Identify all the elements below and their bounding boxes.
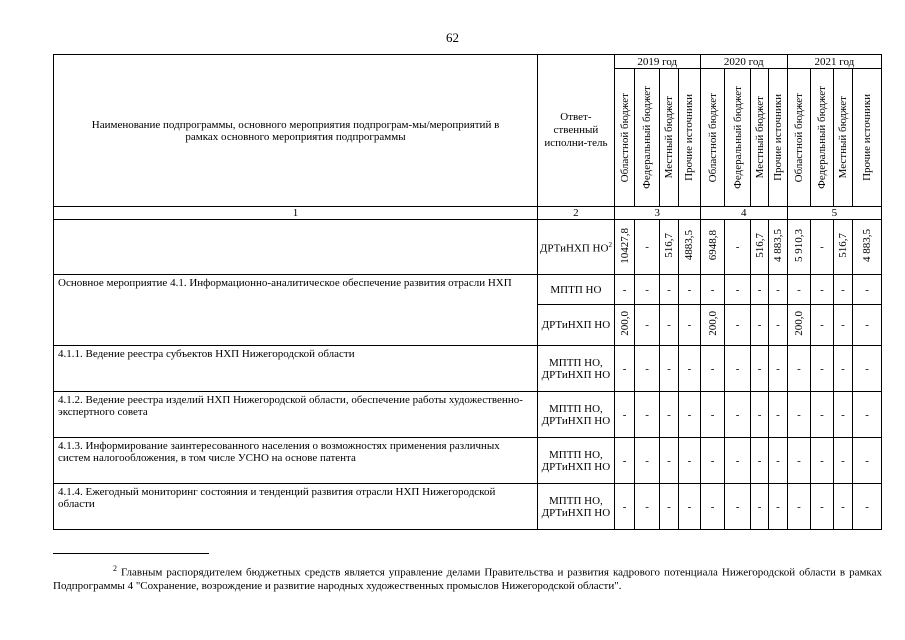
value-cell — [787, 392, 811, 438]
value-cell — [811, 346, 834, 392]
cell-value: 200,0 — [792, 311, 805, 336]
value-cell — [659, 275, 678, 305]
budget-column-label: Местный бюджет — [663, 96, 676, 179]
cell-value: - — [735, 500, 740, 513]
value-cell — [635, 220, 660, 275]
cell-value: - — [776, 408, 780, 421]
row-name: 4.1.3. Информирование заинтересованного населения о возможностях применения различных систем налогообложения, в том числе УСНО на основе патента — [54, 438, 538, 484]
cell-value: - — [820, 241, 824, 253]
cell-value: - — [710, 454, 715, 467]
year-header-2020: 2020 год — [700, 55, 787, 69]
value-cell — [635, 392, 660, 438]
cell-value: 6948,8 — [706, 230, 719, 261]
cell-value: - — [841, 319, 845, 331]
value-cell — [614, 275, 634, 305]
value-cell — [725, 346, 751, 392]
value-cell — [659, 346, 678, 392]
value-cell — [679, 275, 701, 305]
value-cell — [787, 346, 811, 392]
cell-value: - — [667, 362, 671, 375]
cell-value: 200,0 — [618, 311, 631, 336]
row-executor — [538, 392, 615, 438]
cell-value: - — [776, 454, 780, 467]
value-cell — [635, 484, 660, 530]
table-row — [54, 220, 882, 275]
cell-value: - — [865, 362, 869, 375]
row-executor-text: МПТП НО, ДРТиНХП НО — [541, 356, 611, 381]
value-cell — [635, 275, 660, 305]
cell-value: - — [687, 500, 692, 513]
budget-column-label: Местный бюджет — [836, 96, 849, 179]
value-cell — [614, 220, 634, 275]
value-cell — [750, 220, 768, 275]
cell-value: - — [667, 319, 671, 331]
budget-column-label: Федеральный бюджет — [731, 86, 744, 189]
cell-value: - — [667, 500, 671, 513]
value-cell — [614, 346, 634, 392]
budget-column-header — [769, 69, 787, 207]
row-name: 4.1.1. Ведение реестра субъектов НХП Нижегородской области — [54, 346, 538, 392]
column-number: 2 — [538, 207, 615, 220]
row-executor-text: МПТП НО — [550, 283, 602, 296]
value-cell — [700, 392, 725, 438]
cell-value: - — [645, 319, 649, 331]
value-cell — [853, 484, 882, 530]
row-executor-text: МПТП НО, ДРТиНХП НО — [541, 494, 611, 519]
cell-value: - — [735, 319, 740, 331]
row-executor-text: ДРТиНХП НО — [541, 319, 611, 331]
budget-column-header — [679, 69, 701, 207]
cell-value: - — [865, 283, 869, 296]
value-cell — [679, 220, 701, 275]
cell-value: - — [735, 454, 740, 467]
row-executor-text: МПТП НО, ДРТиНХП НО — [541, 402, 611, 427]
cell-value: - — [645, 362, 649, 375]
value-cell — [679, 484, 701, 530]
footnote — [53, 562, 882, 593]
value-cell — [700, 220, 725, 275]
value-cell — [659, 220, 678, 275]
budget-column-header — [811, 69, 834, 207]
cell-value: - — [841, 283, 845, 296]
cell-value: - — [820, 283, 824, 296]
value-cell — [659, 392, 678, 438]
cell-value: 10427,8 — [618, 227, 631, 264]
cell-value: - — [776, 362, 780, 375]
value-cell — [811, 438, 834, 484]
budget-column-header — [635, 69, 660, 207]
cell-value: - — [667, 408, 671, 421]
column-number: 4 — [700, 207, 787, 220]
column-number: 1 — [54, 207, 538, 220]
cell-value: 200,0 — [706, 311, 719, 336]
value-cell — [614, 392, 634, 438]
value-cell — [853, 438, 882, 484]
row-name: 4.1.4. Ежегодный мониторинг состояния и тенденций развития отрасли НХП Нижегородской области — [54, 484, 538, 530]
value-cell — [769, 438, 787, 484]
value-cell — [725, 484, 751, 530]
cell-value: 516,7 — [836, 233, 849, 258]
row-executor-text: МПТП НО, ДРТиНХП НО — [541, 448, 611, 473]
cell-value: - — [622, 454, 627, 467]
value-cell — [833, 275, 852, 305]
column-header-executor — [538, 55, 615, 207]
cell-value: - — [865, 319, 869, 331]
cell-value: 516,7 — [663, 233, 676, 258]
value-cell — [853, 392, 882, 438]
program-table — [53, 54, 882, 530]
cell-value: - — [820, 500, 824, 513]
value-cell — [614, 484, 634, 530]
value-cell — [811, 392, 834, 438]
cell-value: - — [645, 241, 649, 253]
budget-column-header — [725, 69, 751, 207]
row-name: 4.1.2. Ведение реестра изделий НХП Нижегородской области, обеспечение работы художественно-экспертного совета — [54, 392, 538, 438]
value-cell — [833, 346, 852, 392]
header-row-years — [54, 55, 882, 69]
cell-value: - — [865, 500, 869, 513]
header-row-numbering — [54, 207, 882, 220]
value-cell — [833, 220, 852, 275]
budget-column-label: Федеральный бюджет — [816, 86, 828, 189]
value-cell — [769, 305, 787, 346]
cell-value: 5 910,3 — [792, 229, 805, 262]
table-row — [54, 438, 882, 484]
cell-value: - — [757, 408, 762, 421]
budget-column-label: Областной бюджет — [618, 92, 631, 183]
row-executor — [538, 438, 615, 484]
value-cell — [853, 305, 882, 346]
value-cell — [811, 220, 834, 275]
value-cell — [750, 275, 768, 305]
column-number: 5 — [787, 207, 881, 220]
cell-value: - — [735, 362, 740, 375]
cell-value: - — [776, 500, 780, 513]
value-cell — [853, 346, 882, 392]
year-header-2021: 2021 год — [787, 55, 881, 69]
cell-value: - — [865, 454, 869, 467]
cell-value: - — [841, 408, 845, 421]
budget-column-header — [700, 69, 725, 207]
cell-value: - — [622, 362, 627, 375]
budget-column-header — [614, 69, 634, 207]
value-cell — [659, 305, 678, 346]
value-cell — [614, 438, 634, 484]
cell-value: - — [645, 500, 649, 513]
value-cell — [769, 392, 787, 438]
year-header-2019: 2019 год — [614, 55, 700, 69]
cell-value: 4883,5 — [683, 230, 696, 261]
value-cell — [700, 305, 725, 346]
value-cell — [725, 275, 751, 305]
value-cell — [811, 484, 834, 530]
value-cell — [700, 438, 725, 484]
budget-column-header — [853, 69, 882, 207]
cell-value: - — [797, 500, 801, 513]
cell-value: - — [710, 408, 715, 421]
cell-value: - — [820, 408, 824, 421]
cell-value: - — [687, 454, 692, 467]
value-cell — [853, 275, 882, 305]
value-cell — [635, 438, 660, 484]
budget-column-label: Областной бюджет — [792, 92, 805, 183]
value-cell — [750, 484, 768, 530]
value-cell — [700, 275, 725, 305]
row-executor-text: ДРТиНХП НО — [539, 242, 609, 255]
row-name — [54, 220, 538, 275]
row-executor — [538, 305, 615, 346]
row-executor — [538, 275, 615, 305]
cell-value: - — [667, 454, 671, 467]
cell-value: - — [667, 283, 671, 296]
table-row — [54, 392, 882, 438]
cell-value: - — [797, 454, 801, 467]
value-cell — [853, 220, 882, 275]
value-cell — [679, 305, 701, 346]
cell-value: - — [841, 362, 845, 375]
cell-value: - — [687, 362, 692, 375]
cell-value: - — [735, 241, 740, 253]
value-cell — [833, 484, 852, 530]
row-executor — [538, 220, 615, 275]
cell-value: - — [710, 500, 715, 513]
value-cell — [811, 305, 834, 346]
cell-value: - — [797, 362, 801, 375]
cell-value: - — [622, 408, 627, 421]
cell-value: - — [735, 283, 740, 296]
cell-value: - — [622, 283, 627, 296]
value-cell — [811, 275, 834, 305]
value-cell — [787, 220, 811, 275]
value-cell — [659, 484, 678, 530]
row-executor — [538, 346, 615, 392]
table-row — [54, 484, 882, 530]
cell-value: - — [757, 283, 762, 296]
cell-value: - — [797, 283, 801, 296]
cell-value: - — [820, 319, 824, 331]
cell-value: 4 883,5 — [861, 229, 874, 262]
footnote-text: Главным распорядителем бюджетных средств является управление делами Правительства и развития кадрового потенциала Нижегородской области в рамках Подпрограммы 4 "Сохранение, возрождение и развитие народных художественных промыслов Нижегородской области". — [53, 566, 882, 592]
value-cell — [787, 305, 811, 346]
value-cell — [725, 438, 751, 484]
cell-value: - — [710, 283, 715, 296]
cell-value: - — [735, 408, 740, 421]
value-cell — [700, 346, 725, 392]
executor-header-text: Ответ-ственный исполни-тель — [544, 111, 608, 149]
cell-value: - — [797, 408, 801, 421]
value-cell — [725, 305, 751, 346]
value-cell — [750, 305, 768, 346]
budget-column-label: Прочие источники — [861, 94, 874, 181]
table-row — [54, 275, 882, 305]
budget-column-label: Федеральный бюджет — [641, 86, 654, 189]
cell-value: - — [757, 454, 762, 467]
budget-column-header — [750, 69, 768, 207]
value-cell — [787, 438, 811, 484]
value-cell — [833, 392, 852, 438]
value-cell — [750, 346, 768, 392]
value-cell — [769, 484, 787, 530]
cell-value: - — [820, 362, 824, 375]
value-cell — [750, 438, 768, 484]
page-number: 62 — [446, 30, 459, 45]
budget-column-label: Областной бюджет — [706, 92, 719, 183]
value-cell — [833, 305, 852, 346]
row-name: Основное мероприятие 4.1. Информационно-аналитическое обеспечение развития отрасли НХП — [54, 275, 538, 346]
budget-column-label: Прочие источники — [772, 94, 784, 181]
value-cell — [769, 346, 787, 392]
footnote-marker: 2 — [608, 241, 612, 250]
cell-value: - — [645, 408, 649, 421]
value-cell — [833, 438, 852, 484]
cell-value: - — [622, 500, 627, 513]
cell-value: - — [645, 283, 649, 296]
value-cell — [787, 275, 811, 305]
value-cell — [679, 346, 701, 392]
budget-column-label: Прочие источники — [683, 94, 696, 181]
column-header-name: Наименование подпрограммы, основного мероприятия подпрограм-мы/мероприятий в рамках основного мероприятия подпрограммы — [54, 55, 538, 207]
value-cell — [787, 484, 811, 530]
footnote-separator — [53, 553, 209, 554]
cell-value: - — [841, 500, 845, 513]
cell-value: - — [865, 408, 869, 421]
value-cell — [769, 220, 787, 275]
value-cell — [769, 275, 787, 305]
value-cell — [659, 438, 678, 484]
value-cell — [725, 392, 751, 438]
budget-column-label: Местный бюджет — [753, 96, 766, 179]
cell-value: 516,7 — [753, 233, 766, 258]
value-cell — [614, 305, 634, 346]
value-cell — [635, 346, 660, 392]
cell-value: - — [841, 454, 845, 467]
column-number: 3 — [614, 207, 700, 220]
cell-value: - — [757, 319, 762, 331]
value-cell — [725, 220, 751, 275]
budget-column-header — [659, 69, 678, 207]
cell-value: - — [687, 319, 692, 331]
cell-value: - — [776, 319, 780, 331]
cell-value: - — [645, 454, 649, 467]
value-cell — [750, 392, 768, 438]
budget-column-header — [833, 69, 852, 207]
cell-value: - — [687, 408, 692, 421]
cell-value: - — [820, 454, 824, 467]
value-cell — [679, 438, 701, 484]
value-cell — [679, 392, 701, 438]
table-row — [54, 346, 882, 392]
footnote-ref: 2 — [113, 564, 117, 573]
cell-value: - — [710, 362, 715, 375]
cell-value: - — [687, 283, 692, 296]
cell-value: 4 883,5 — [772, 229, 784, 262]
cell-value: - — [776, 283, 780, 296]
value-cell — [635, 305, 660, 346]
value-cell — [700, 484, 725, 530]
cell-value: - — [757, 500, 762, 513]
budget-column-header — [787, 69, 811, 207]
row-executor — [538, 484, 615, 530]
cell-value: - — [757, 362, 762, 375]
